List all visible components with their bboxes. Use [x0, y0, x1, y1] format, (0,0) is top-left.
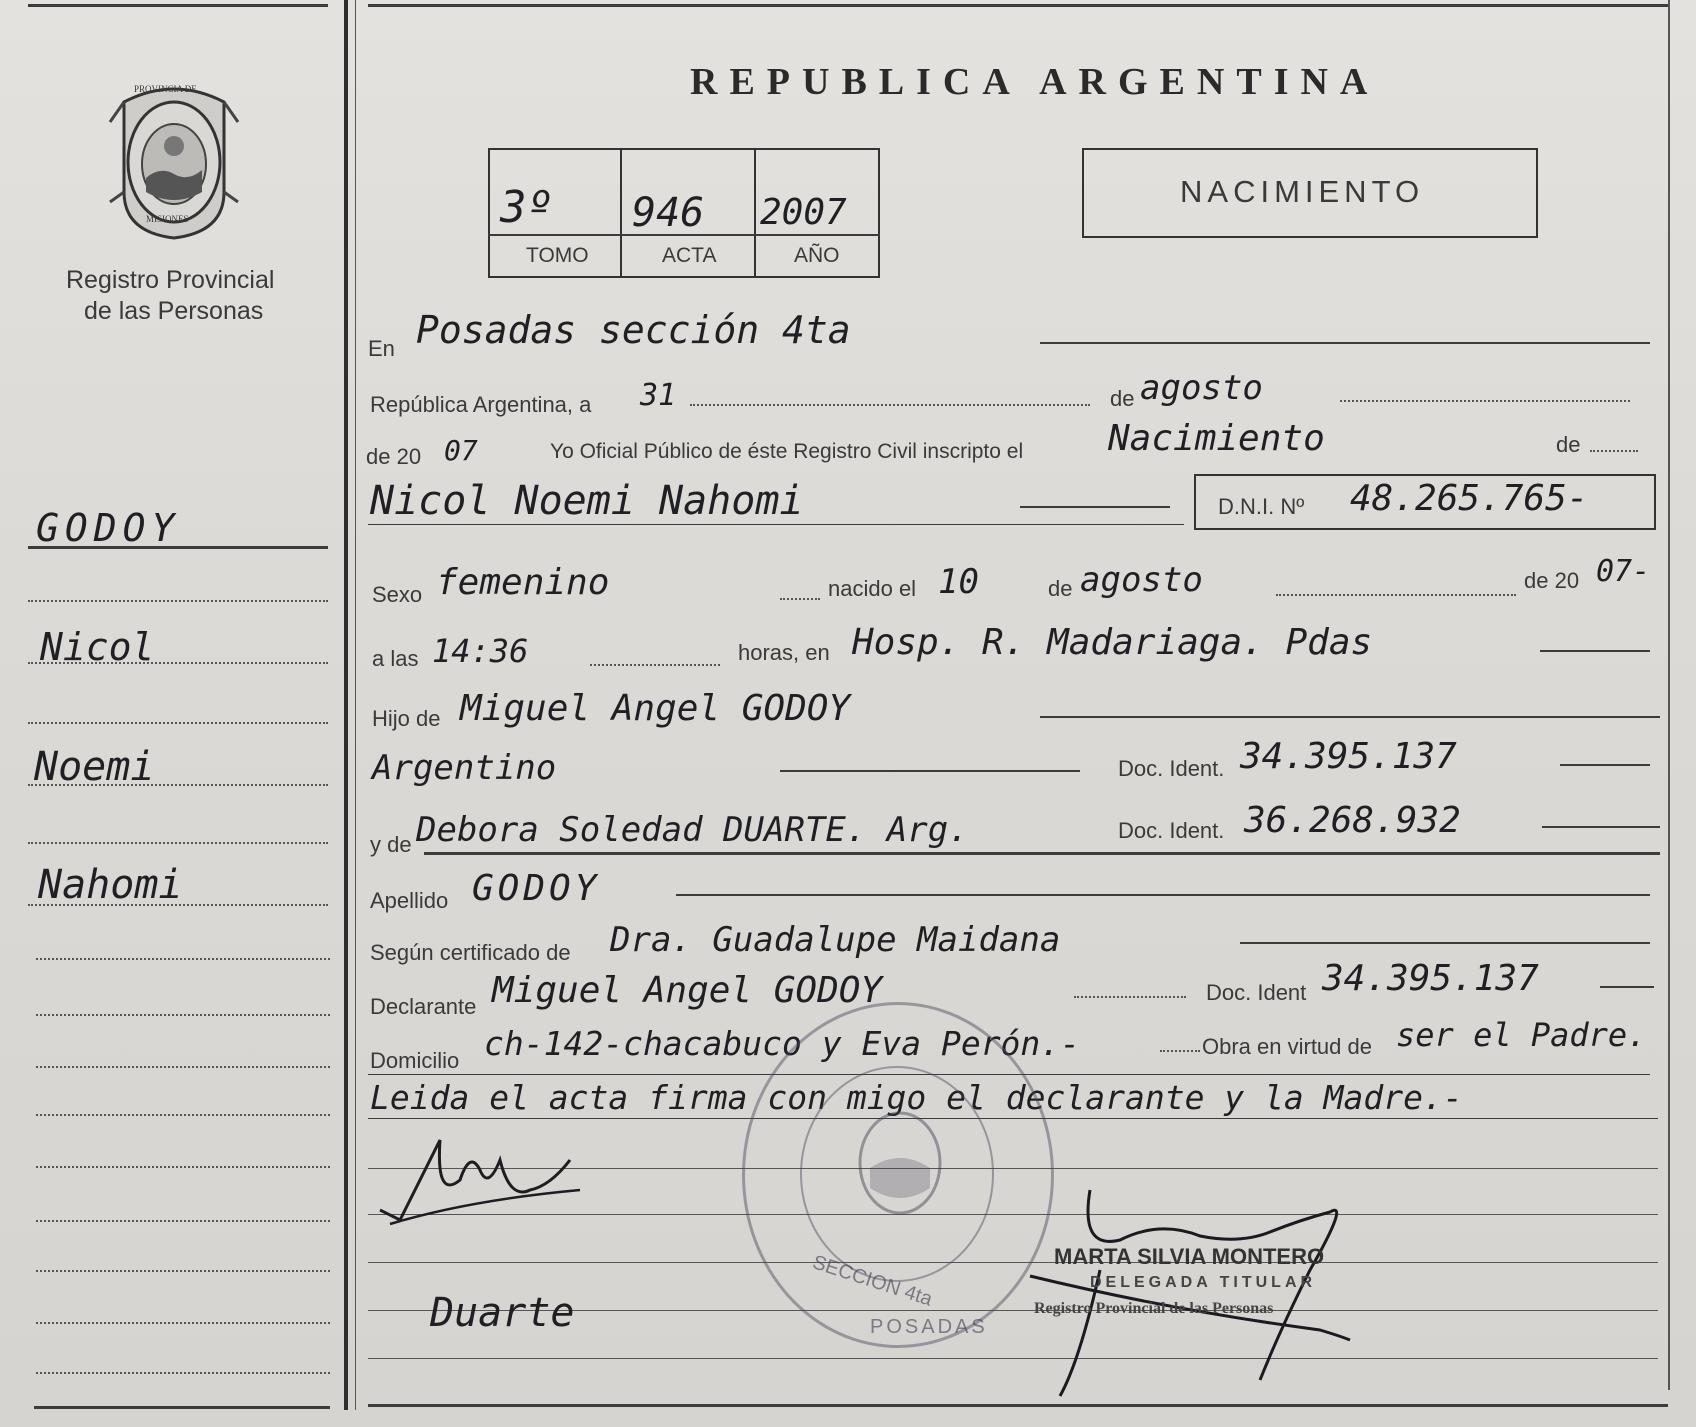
apellido-label: Apellido	[370, 888, 449, 913]
de-label-2: de	[1556, 432, 1581, 457]
stamp-city: POSADAS	[870, 1316, 988, 1338]
top-rule-left	[28, 4, 328, 7]
sidebar-dots-2	[28, 662, 328, 664]
doc-ident-label: Doc. Ident.	[1118, 756, 1225, 781]
left-column-rule-thin	[355, 0, 356, 1410]
father-doc-line	[1560, 764, 1650, 766]
acta-label: ACTA	[662, 244, 717, 267]
birth-month: agosto	[1080, 560, 1203, 600]
day-line	[690, 404, 1090, 406]
ano-value: 2007	[760, 192, 847, 233]
child-name-underline	[368, 524, 1184, 525]
sidebar-dots-9	[36, 1066, 330, 1068]
sidebar-dots-7	[36, 958, 330, 960]
official-name: MARTA SILVIA MONTERO	[1054, 1244, 1325, 1269]
segun-label: Según certificado de	[370, 940, 571, 965]
nationality-line	[780, 770, 1080, 772]
registry-name-line1: Registro Provincial	[66, 266, 275, 294]
child-name-line	[1020, 506, 1170, 508]
de20-label: de 20	[366, 444, 422, 469]
sidebar-dots-6	[28, 904, 328, 906]
sidebar-dots-11	[36, 1166, 330, 1168]
sidebar-dots-15	[36, 1372, 330, 1374]
place-value: Hosp. R. Madariaga. Pdas	[852, 622, 1373, 663]
seal-text-top: PROVINCIA DE	[134, 84, 197, 94]
sidebar-dots-10	[36, 1114, 330, 1116]
declarante-label: Declarante	[370, 994, 477, 1019]
hour-line	[590, 664, 720, 666]
declarante-line	[1074, 996, 1186, 998]
inscripto-line	[1590, 450, 1638, 452]
tomo-label: TOMO	[526, 244, 589, 267]
hour-value: 14:36	[432, 632, 529, 670]
official-title: DELEGADA TITULAR	[1090, 1274, 1317, 1291]
bottom-rule	[368, 1404, 1668, 1407]
father-name-line	[1040, 716, 1660, 718]
obra-label: Obra en virtud de	[1202, 1034, 1372, 1059]
mother-doc: 36.268.932	[1244, 800, 1461, 841]
year-value: 07	[444, 434, 478, 467]
doc-type-label: NACIMIENTO	[1180, 174, 1425, 209]
obra-value: ser el Padre.	[1396, 1016, 1647, 1054]
en-value: Posadas sección 4ta	[416, 308, 851, 352]
sexo-value: femenino	[436, 562, 610, 603]
dni-value: 48.265.765-	[1350, 478, 1589, 519]
republica-label: República Argentina, a	[370, 392, 592, 417]
birth-day: 10	[938, 562, 979, 602]
domicilio-label: Domicilio	[370, 1048, 460, 1073]
declarante-doc-line	[1600, 986, 1654, 988]
en-line	[1040, 342, 1650, 344]
sexo-label: Sexo	[372, 582, 423, 607]
sidebar-dots-13	[36, 1270, 330, 1272]
stamp-coat-of-arms-icon	[850, 1108, 950, 1218]
place-line	[1540, 650, 1650, 652]
sidebar-dots-8	[36, 1014, 330, 1016]
en-label: En	[368, 336, 395, 361]
mother-underline	[424, 852, 1660, 855]
blank-line-5	[368, 1358, 1658, 1359]
sidebar-dots-5	[28, 842, 328, 844]
country-title: REPUBLICA ARGENTINA	[690, 61, 1380, 103]
de-label-3: de	[1048, 576, 1073, 601]
dni-label: D.N.I. Nº	[1218, 494, 1305, 519]
segun-value: Dra. Guadalupe Maidana	[610, 920, 1061, 960]
right-edge-rule	[1668, 0, 1670, 1390]
doc-ident-label-2: Doc. Ident.	[1118, 818, 1225, 843]
declarante-signature-icon	[370, 1120, 590, 1250]
segun-line	[1240, 942, 1650, 944]
month-value: agosto	[1140, 368, 1263, 408]
sidebar-dots-4	[28, 784, 328, 786]
birth-year: 07-	[1596, 554, 1651, 589]
left-column-rule	[344, 0, 348, 1410]
de20-label-2: de 20	[1524, 568, 1580, 593]
mother-doc-line	[1542, 826, 1660, 828]
apellido-line	[676, 894, 1650, 896]
oficial-label: Yo Oficial Público de éste Registro Civil inscripto el	[550, 440, 1024, 463]
sexo-line	[780, 598, 820, 600]
mother-name: Debora Soledad DUARTE. Arg.	[416, 810, 969, 850]
inscripto-value: Nacimiento	[1108, 418, 1325, 459]
child-name: Nicol Noemi Nahomi	[370, 478, 804, 524]
father-nationality: Argentino	[372, 748, 557, 788]
father-name: Miguel Angel GODOY	[460, 688, 851, 729]
stamp-section: SECCION 4ta	[809, 1251, 935, 1311]
declarante-doc: 34.395.137	[1322, 958, 1539, 999]
doc-ident-label-3: Doc. Ident	[1206, 980, 1307, 1005]
domicilio-line	[1160, 1050, 1200, 1052]
month-line	[1340, 400, 1630, 402]
horas-label: horas, en	[738, 640, 830, 665]
official-office: Registro Provincial de las Personas	[1034, 1300, 1274, 1317]
ano-label: AÑO	[794, 244, 840, 267]
sidebar-dots-12	[36, 1220, 330, 1222]
sidebar-rule-1	[28, 546, 328, 549]
signature-mother: Duarte	[430, 1290, 575, 1336]
top-rule-right	[368, 4, 1668, 7]
birth-month-line	[1276, 594, 1516, 596]
alas-label: a las	[372, 646, 419, 671]
tomo-value: 3º	[500, 182, 553, 233]
sidebar-name-2: Noemi	[34, 744, 155, 790]
leida-value: Leida el acta firma con migo el declarante y la Madre.-	[370, 1078, 1463, 1117]
sidebar-dots-3	[28, 722, 328, 724]
yde-label: y de	[370, 832, 412, 857]
sidebar-name-3: Nahomi	[38, 862, 183, 908]
registry-name-line2: de las Personas	[84, 297, 264, 325]
sidebar-dots-1	[28, 600, 328, 602]
acta-value: 946	[632, 190, 705, 236]
seal-text-bottom: MISIONES	[146, 214, 189, 224]
hijo-label: Hijo de	[372, 706, 441, 731]
father-doc: 34.395.137	[1240, 736, 1457, 777]
day-value: 31	[640, 378, 677, 413]
apellido-value: GODOY	[472, 868, 601, 909]
domicilio-value: ch-142-chacabuco y Eva Perón.-	[484, 1024, 1081, 1063]
sidebar-bottom-rule	[34, 1406, 330, 1409]
nacido-label: nacido el	[828, 576, 917, 601]
sidebar-dots-14	[36, 1322, 330, 1324]
declarante-value: Miguel Angel GODOY	[492, 970, 883, 1011]
sidebar-surname: GODOY	[36, 506, 181, 550]
de-label: de	[1110, 386, 1135, 411]
sidebar-name-1: Nicol	[40, 625, 155, 669]
